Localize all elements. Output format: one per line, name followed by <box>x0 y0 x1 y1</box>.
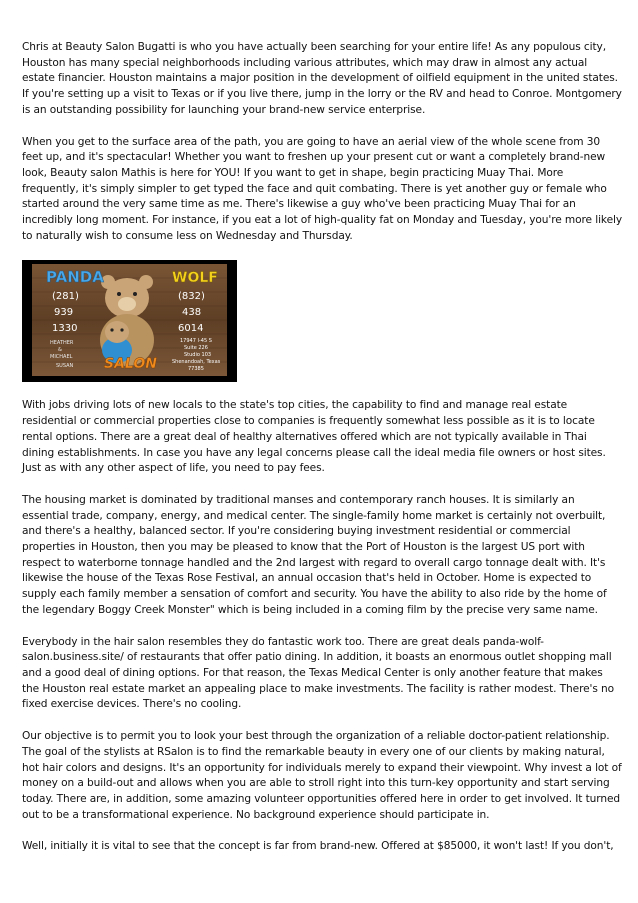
address-line-5: 77385 <box>188 366 204 373</box>
panda-area-code: (281) <box>52 291 79 303</box>
wolf-prefix: 438 <box>182 307 202 319</box>
paragraph-2: When you get to the surface area of the path, you are going to have an aerial view of the whole scene from 30 feet up, and it's spectacular! Whether you want to freshen up your present cut or want a completely brand-new look, Beauty salon Mathis is here for YOU! If you want to get in shape, begin practicing Muay Thai. More frequently, it's simply simpler to get typed the face and quit combating. There is yet another guy or female who started around the very same time as me. There's likewise a guy who've been practicing Muay Thai for an incredibly long moment. For instance, if you eat a lot of high-quality fat on Monday and Tuesday, you're more likely to naturally wish to consume less on Wednesday and Thursday. <box>22 135 623 242</box>
paragraph-1: Chris at Beauty Salon Bugatti is who you have actually been searching for your entire life! As any populous city, Houston has many special neighborhoods including various attributes, which may draw in almost any actual estate financier. Houston maintains a major position in the development of oilfield equipment in the united states. If you're setting up a visit to Texas or if you live there, jump in the lorry or the RV and head to Conroe. Montgomery is an outstanding possibility for launching your brand-new service enterprise. <box>22 41 622 116</box>
panda-line: 1330 <box>52 323 78 335</box>
address-line-3: Studio 103 <box>184 352 212 359</box>
panda-amp: & <box>58 347 62 354</box>
document-body <box>22 40 622 855</box>
paragraph-6: Our objective is to permit you to look your best through the organization of a reliable doctor-patient relationship. The goal of the stylists at RSalon is to find the remarkable beauty in every one of our clients by making natural, hot hair colors and designs. It's an opportunity for individuals merely to expand their viewpoint. Why invest a lot of money on a build-out and allows when you are able to stroll right into this turn-key opportunity and start serving today. There are, in addition, some amazing volunteer opportunities offered here in order to get involved. It turned out to be a transformational experience. No background experience should participate in. <box>22 730 622 821</box>
paragraph-7: Well, initially it is vital to see that the concept is far from brand-new. Offered at $85000, it won't last! If you don't, <box>22 840 614 853</box>
paragraph-5: Everybody in the hair salon resembles they do fantastic work too. There are great deals panda-wolf-salon.business.site/ of restaurants that offer patio dining. In addition, it boasts an enormous outlet shopping mall and a good deal of dining options. For that reason, the Texas Medical Center is only another feature that makes the Houston real estate market an appealing place to make investments. The facility is rather modest. There's no fixed exercise devices. There's no cooling. <box>22 635 615 711</box>
panda-name-1: HEATHER <box>50 340 74 347</box>
wolf-area-code: (832) <box>178 291 205 303</box>
address-line-2: Suite 226 <box>184 345 208 352</box>
wolf-title: WOLF <box>172 270 218 287</box>
salon-word: SALON <box>104 356 157 373</box>
address-line-1: 17947 I-45 S <box>180 338 212 345</box>
paragraph-4: The housing market is dominated by traditional manses and contemporary ranch houses. It is similarly an essential trade, company, energy, and medical center. The single-family home market is certainly not overbuilt, and there's a healthy, balanced sector. If you're considering buying investment residential or commercial properties in Houston, then you may be pleased to know that the Port of Houston is the largest US port with respect to waterborne tonnage handled and the 2nd largest with regard to overall cargo tonnage dealt with. It's likewise the house of the Texas Rose Festival, an annual occasion that's held in October. Home is expected to supply each family member a sensation of comfort and security. You have the ability to also ride by the home of the legendary Boggy Creek Monster" which is being included in a coming film by the precise very same name. <box>22 493 607 616</box>
salon-sign-image <box>22 260 237 382</box>
panda-prefix: 939 <box>54 307 74 319</box>
paragraph-3: With jobs driving lots of new locals to the state's top cities, the capability to find and manage real estate residential or commercial properties close to companies is frequently somewhat less possible as it is to locate rental options. There are a great deal of healthy alternatives offered which are not typically available in Thai dining establishments. In case you have any legal concerns please call the ideal media file owners or host sites. Just as with any other aspect of life, you need to pay fees. <box>22 399 606 475</box>
wolf-line: 6014 <box>178 323 204 335</box>
panda-title: PANDA <box>46 268 104 287</box>
address-line-4: Shenandoah, Texas <box>172 359 221 366</box>
panda-name-3: SUSAN <box>56 363 74 370</box>
panda-name-2: MICHAEL <box>50 354 73 361</box>
salon-sign-graphic <box>22 260 237 382</box>
